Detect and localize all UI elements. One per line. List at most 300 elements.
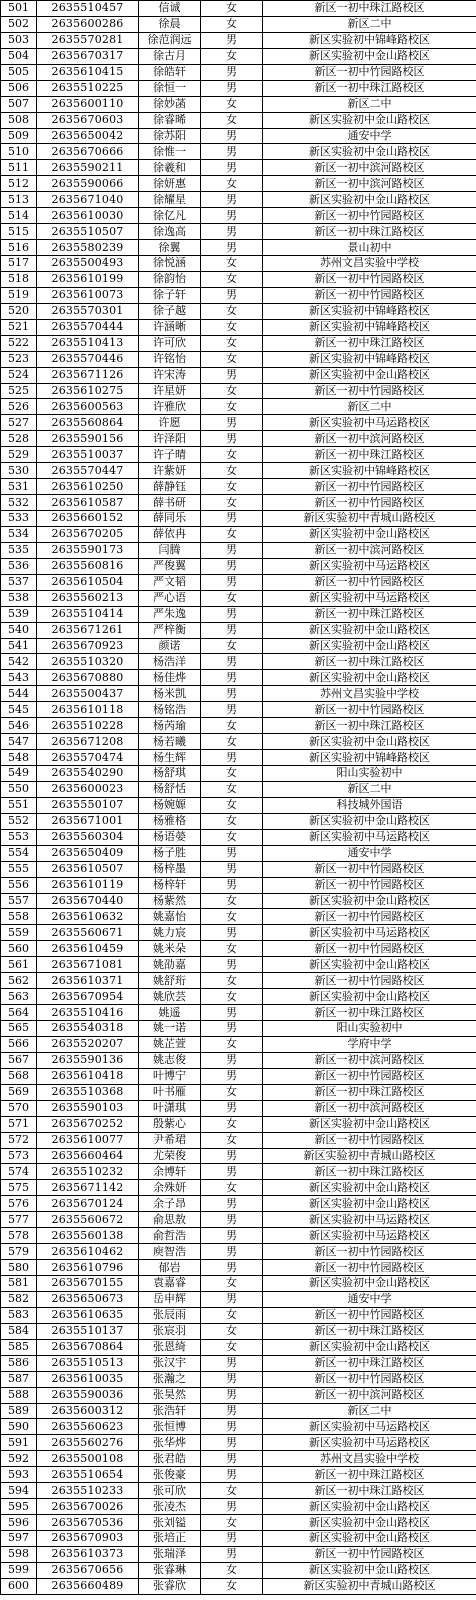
- exam-id: 2635510037: [37, 447, 139, 463]
- gender: 女: [201, 1116, 263, 1132]
- gender: 男: [201, 144, 263, 160]
- row-number: 549: [1, 766, 37, 782]
- table-row: [1, 1148, 476, 1164]
- student-name: 张华烨: [139, 1435, 201, 1451]
- row-number: 573: [1, 1148, 37, 1164]
- gender: 女: [201, 479, 263, 495]
- student-name: 张睿欣: [139, 1578, 201, 1594]
- table-row: [1, 1228, 476, 1244]
- table-row: [1, 558, 476, 574]
- row-number: 547: [1, 734, 37, 750]
- school-name: 新区二中: [263, 96, 476, 112]
- school-name: 新区实验初中青城山路校区: [263, 1148, 476, 1164]
- gender: 男: [201, 845, 263, 861]
- table-row: [1, 1435, 476, 1451]
- table-row: [1, 1021, 476, 1037]
- exam-id: 2635610275: [37, 383, 139, 399]
- gender: 男: [201, 415, 263, 431]
- student-name: 徐逸高: [139, 224, 201, 240]
- student-name: 叶潇琪: [139, 1100, 201, 1116]
- row-number: 529: [1, 447, 37, 463]
- row-number: 568: [1, 1068, 37, 1084]
- row-number: 558: [1, 909, 37, 925]
- exam-id: 2635510416: [37, 1005, 139, 1021]
- gender: 女: [201, 989, 263, 1005]
- exam-id: 2635670252: [37, 1116, 139, 1132]
- table-row: [1, 160, 476, 176]
- gender: 男: [201, 750, 263, 766]
- table-row: [1, 1052, 476, 1068]
- table-row: [1, 256, 476, 272]
- row-number: 591: [1, 1435, 37, 1451]
- student-name: 杨若曦: [139, 734, 201, 750]
- student-name: 叶书雁: [139, 1084, 201, 1100]
- exam-id: 2635510228: [37, 718, 139, 734]
- school-name: 景山初中: [263, 240, 476, 256]
- exam-id: 2635670666: [37, 144, 139, 160]
- school-name: 新区一初中竹园路校区: [263, 574, 476, 590]
- table-row: [1, 96, 476, 112]
- table-row: [1, 973, 476, 989]
- student-name: 姚劭嘉: [139, 957, 201, 973]
- table-row: [1, 447, 476, 463]
- row-number: 562: [1, 973, 37, 989]
- row-number: 590: [1, 1419, 37, 1435]
- exam-id: 2635600110: [37, 96, 139, 112]
- row-number: 517: [1, 256, 37, 272]
- row-number: 545: [1, 702, 37, 718]
- table-row: [1, 829, 476, 845]
- row-number: 538: [1, 590, 37, 606]
- exam-id: 2635610035: [37, 1371, 139, 1387]
- school-name: 新区一初中竹园路校区: [263, 287, 476, 303]
- table-row: [1, 670, 476, 686]
- school-name: 新区一初中珠江路校区: [263, 606, 476, 622]
- school-name: 新区实验初中金山路校区: [263, 638, 476, 654]
- table-row: [1, 909, 476, 925]
- school-name: 新区实验初中马运路校区: [263, 415, 476, 431]
- student-name: 许涵晰: [139, 319, 201, 335]
- school-name: 新区一初中滨河路校区: [263, 431, 476, 447]
- exam-id: 2635610796: [37, 1260, 139, 1276]
- gender: 女: [201, 1036, 263, 1052]
- school-name: 新区一初中竹园路校区: [263, 495, 476, 511]
- student-name: 殷紫心: [139, 1116, 201, 1132]
- school-name: 新区实验初中马运路校区: [263, 1435, 476, 1451]
- gender: 女: [201, 176, 263, 192]
- row-number: 524: [1, 367, 37, 383]
- gender: 男: [201, 287, 263, 303]
- exam-id: 2635670864: [37, 1339, 139, 1355]
- student-name: 徐范润远: [139, 32, 201, 48]
- student-name: 尹希珺: [139, 1132, 201, 1148]
- table-row: [1, 1100, 476, 1116]
- row-number: 598: [1, 1546, 37, 1562]
- row-number: 527: [1, 415, 37, 431]
- gender: 女: [201, 399, 263, 415]
- school-name: 新区实验初中金山路校区: [263, 893, 476, 909]
- table-row: [1, 1403, 476, 1419]
- row-number: 535: [1, 542, 37, 558]
- school-name: 新区一初中珠江路校区: [263, 224, 476, 240]
- exam-id: 2635650673: [37, 1291, 139, 1307]
- row-number: 583: [1, 1307, 37, 1323]
- student-name: 张凌杰: [139, 1499, 201, 1515]
- exam-id: 2635610373: [37, 1546, 139, 1562]
- student-name: 杨佳烨: [139, 670, 201, 686]
- gender: 女: [201, 1323, 263, 1339]
- row-number: 506: [1, 80, 37, 96]
- row-number: 555: [1, 861, 37, 877]
- school-name: 新区二中: [263, 16, 476, 32]
- exam-id: 2635660464: [37, 1148, 139, 1164]
- exam-id: 2635671040: [37, 192, 139, 208]
- student-name: 俞哲浩: [139, 1228, 201, 1244]
- exam-id: 2635560816: [37, 558, 139, 574]
- school-name: 新区实验初中金山路校区: [263, 1180, 476, 1196]
- student-name: 许子晴: [139, 447, 201, 463]
- exam-id: 2635610250: [37, 479, 139, 495]
- row-number: 528: [1, 431, 37, 447]
- gender: 男: [201, 1196, 263, 1212]
- school-name: 新区实验初中金山路校区: [263, 48, 476, 64]
- school-name: 新区实验初中金山路校区: [263, 1499, 476, 1515]
- gender: 男: [201, 1228, 263, 1244]
- gender: 女: [201, 781, 263, 797]
- school-name: 新区实验初中马运路校区: [263, 590, 476, 606]
- gender: 男: [201, 1403, 263, 1419]
- school-name: 新区一初中珠江路校区: [263, 654, 476, 670]
- gender: 男: [201, 606, 263, 622]
- school-name: 新区一初中珠江路校区: [263, 1084, 476, 1100]
- table-row: [1, 1578, 476, 1594]
- table-row: [1, 1196, 476, 1212]
- school-name: 新区一初中珠江路校区: [263, 447, 476, 463]
- exam-id: 2635540290: [37, 766, 139, 782]
- student-name: 庾智浩: [139, 1244, 201, 1260]
- exam-id: 2635600563: [37, 399, 139, 415]
- exam-id: 2635671126: [37, 367, 139, 383]
- table-row: [1, 1531, 476, 1547]
- exam-id: 2635610418: [37, 1068, 139, 1084]
- student-name: 姚舒珩: [139, 973, 201, 989]
- table-row: [1, 1483, 476, 1499]
- row-number: 566: [1, 1036, 37, 1052]
- gender: 男: [201, 670, 263, 686]
- row-number: 552: [1, 813, 37, 829]
- exam-id: 2635610199: [37, 271, 139, 287]
- exam-id: 2635590211: [37, 160, 139, 176]
- school-name: 新区实验初中金山路校区: [263, 526, 476, 542]
- table-row: [1, 1036, 476, 1052]
- table-row: [1, 781, 476, 797]
- row-number: 515: [1, 224, 37, 240]
- school-name: 新区实验初中金山路校区: [263, 1116, 476, 1132]
- gender: 男: [201, 1371, 263, 1387]
- gender: 男: [201, 542, 263, 558]
- student-name: 徐悦涵: [139, 256, 201, 272]
- table-row: [1, 1260, 476, 1276]
- table-row: [1, 479, 476, 495]
- table-row: [1, 176, 476, 192]
- table-row: [1, 989, 476, 1005]
- row-number: 531: [1, 479, 37, 495]
- exam-id: 2635560864: [37, 415, 139, 431]
- exam-id: 2635560138: [37, 1228, 139, 1244]
- exam-id: 2635671261: [37, 622, 139, 638]
- exam-id: 2635540318: [37, 1021, 139, 1037]
- school-name: 新区二中: [263, 781, 476, 797]
- student-name: 严梓衡: [139, 622, 201, 638]
- school-name: 新区实验初中马运路校区: [263, 925, 476, 941]
- school-name: 新区一初中珠江路校区: [263, 718, 476, 734]
- school-name: 新区实验初中金山路校区: [263, 734, 476, 750]
- student-name: 徐羲和: [139, 160, 201, 176]
- exam-id: 2635510137: [37, 1323, 139, 1339]
- table-row: [1, 861, 476, 877]
- exam-id: 2635590066: [37, 176, 139, 192]
- exam-id: 2635650409: [37, 845, 139, 861]
- row-number: 533: [1, 511, 37, 527]
- student-name: 徐妍惠: [139, 176, 201, 192]
- gender: 男: [201, 1291, 263, 1307]
- table-row: [1, 877, 476, 893]
- row-number: 543: [1, 670, 37, 686]
- exam-id: 2635510413: [37, 335, 139, 351]
- school-name: 新区一初中珠江路校区: [263, 1323, 476, 1339]
- gender: 男: [201, 1244, 263, 1260]
- student-name: 张瀚之: [139, 1371, 201, 1387]
- gender: 女: [201, 112, 263, 128]
- row-number: 565: [1, 1021, 37, 1037]
- exam-id: 2635671081: [37, 957, 139, 973]
- table-row: [1, 303, 476, 319]
- gender: 男: [201, 1355, 263, 1371]
- school-name: 新区一初中滨河路校区: [263, 176, 476, 192]
- student-name: 杨生辉: [139, 750, 201, 766]
- table-row: [1, 112, 476, 128]
- gender: 男: [201, 1451, 263, 1467]
- student-name: 徐晨: [139, 16, 201, 32]
- row-number: 539: [1, 606, 37, 622]
- exam-id: 2635560623: [37, 1419, 139, 1435]
- gender: 女: [201, 797, 263, 813]
- exam-id: 2635570281: [37, 32, 139, 48]
- exam-id: 2635500493: [37, 256, 139, 272]
- school-name: 新区实验初中马运路校区: [263, 1419, 476, 1435]
- gender: 男: [201, 208, 263, 224]
- school-name: 苏州文昌实验中学校: [263, 1451, 476, 1467]
- gender: 男: [201, 32, 263, 48]
- row-number: 546: [1, 718, 37, 734]
- student-name: 许泽阳: [139, 431, 201, 447]
- gender: 女: [201, 319, 263, 335]
- exam-id: 2635670026: [37, 1499, 139, 1515]
- student-name: 郁岩: [139, 1260, 201, 1276]
- row-number: 563: [1, 989, 37, 1005]
- student-name: 张瑞泽: [139, 1546, 201, 1562]
- table-row: [1, 1084, 476, 1100]
- student-name: 余殊妍: [139, 1180, 201, 1196]
- school-name: 新区一初中竹园路校区: [263, 479, 476, 495]
- exam-id: 2635510513: [37, 1355, 139, 1371]
- exam-id: 2635670903: [37, 1531, 139, 1547]
- exam-id: 2635550107: [37, 797, 139, 813]
- exam-id: 2635610507: [37, 861, 139, 877]
- row-number: 589: [1, 1403, 37, 1419]
- gender: 男: [201, 1005, 263, 1021]
- gender: 男: [201, 224, 263, 240]
- school-name: 新区实验初中金山路校区: [263, 1339, 476, 1355]
- row-number: 581: [1, 1276, 37, 1292]
- student-name: 薛依冉: [139, 526, 201, 542]
- student-name: 杨雅格: [139, 813, 201, 829]
- row-number: 597: [1, 1531, 37, 1547]
- exam-id: 2635510225: [37, 80, 139, 96]
- row-number: 571: [1, 1116, 37, 1132]
- gender: 女: [201, 766, 263, 782]
- school-name: 新区一初中珠江路校区: [263, 1, 476, 17]
- table-row: [1, 16, 476, 32]
- row-number: 514: [1, 208, 37, 224]
- gender: 女: [201, 590, 263, 606]
- student-name: 严心语: [139, 590, 201, 606]
- student-name: 姚嘉怡: [139, 909, 201, 925]
- row-number: 557: [1, 893, 37, 909]
- student-name: 杨梓墨: [139, 861, 201, 877]
- row-number: 554: [1, 845, 37, 861]
- row-number: 594: [1, 1483, 37, 1499]
- gender: 男: [201, 192, 263, 208]
- row-number: 503: [1, 32, 37, 48]
- gender: 女: [201, 303, 263, 319]
- student-name: 姚欣芸: [139, 989, 201, 1005]
- student-name: 张俊豪: [139, 1467, 201, 1483]
- exam-id: 2635560304: [37, 829, 139, 845]
- exam-id: 2635580239: [37, 240, 139, 256]
- student-name: 徐韵怡: [139, 271, 201, 287]
- gender: 男: [201, 431, 263, 447]
- school-name: 新区一初中竹园路校区: [263, 1132, 476, 1148]
- exam-id: 2635610587: [37, 495, 139, 511]
- school-name: 新区一初中滨河路校区: [263, 160, 476, 176]
- table-row: [1, 224, 476, 240]
- school-name: 新区实验初中锦峰路校区: [263, 351, 476, 367]
- school-name: 新区实验初中金山路校区: [263, 1531, 476, 1547]
- row-number: 523: [1, 351, 37, 367]
- school-name: 新区实验初中金山路校区: [263, 1276, 476, 1292]
- exam-id: 2635670536: [37, 1515, 139, 1531]
- exam-id: 2635510320: [37, 654, 139, 670]
- student-name: 许星妍: [139, 383, 201, 399]
- table-row: [1, 1164, 476, 1180]
- gender: 女: [201, 1562, 263, 1578]
- row-number: 534: [1, 526, 37, 542]
- table-row: [1, 845, 476, 861]
- table-row: [1, 1355, 476, 1371]
- gender: 男: [201, 1531, 263, 1547]
- gender: 女: [201, 829, 263, 845]
- school-name: 新区一初中珠江路校区: [263, 335, 476, 351]
- gender: 女: [201, 1132, 263, 1148]
- student-name: 张可欣: [139, 1483, 201, 1499]
- school-name: 新区实验初中锦峰路校区: [263, 32, 476, 48]
- row-number: 569: [1, 1084, 37, 1100]
- gender: 男: [201, 240, 263, 256]
- table-row: [1, 750, 476, 766]
- table-row: [1, 893, 476, 909]
- student-name: 杨芮瑜: [139, 718, 201, 734]
- school-name: 新区实验初中金山路校区: [263, 670, 476, 686]
- gender: 女: [201, 96, 263, 112]
- student-name: 张君皓: [139, 1451, 201, 1467]
- exam-id: 2635510414: [37, 606, 139, 622]
- student-name: 杨梓轩: [139, 877, 201, 893]
- school-name: 新区一初中竹园路校区: [263, 941, 476, 957]
- row-number: 513: [1, 192, 37, 208]
- gender: 女: [201, 271, 263, 287]
- row-number: 567: [1, 1052, 37, 1068]
- gender: 男: [201, 1021, 263, 1037]
- row-number: 561: [1, 957, 37, 973]
- student-name: 杨婉嫄: [139, 797, 201, 813]
- school-name: 新区一初中竹园路校区: [263, 271, 476, 287]
- table-row: [1, 1244, 476, 1260]
- exam-id: 2635510233: [37, 1483, 139, 1499]
- student-name: 叶博宁: [139, 1068, 201, 1084]
- school-name: 新区实验初中青城山路校区: [263, 511, 476, 527]
- student-name: 许愿: [139, 415, 201, 431]
- gender: 女: [201, 526, 263, 542]
- table-row: [1, 925, 476, 941]
- exam-id: 2635600312: [37, 1403, 139, 1419]
- school-name: 新区实验初中马运路校区: [263, 829, 476, 845]
- gender: 男: [201, 160, 263, 176]
- gender: 男: [201, 1148, 263, 1164]
- exam-id: 2635610077: [37, 1132, 139, 1148]
- row-number: 575: [1, 1180, 37, 1196]
- table-row: [1, 1276, 476, 1292]
- student-name: 余子昂: [139, 1196, 201, 1212]
- row-number: 585: [1, 1339, 37, 1355]
- gender: 男: [201, 574, 263, 590]
- gender: 女: [201, 813, 263, 829]
- exam-id: 2635520207: [37, 1036, 139, 1052]
- row-number: 516: [1, 240, 37, 256]
- row-number: 595: [1, 1499, 37, 1515]
- gender: 男: [201, 80, 263, 96]
- exam-id: 2635610632: [37, 909, 139, 925]
- school-name: 新区实验初中锦峰路校区: [263, 463, 476, 479]
- table-row: [1, 351, 476, 367]
- row-number: 519: [1, 287, 37, 303]
- row-number: 512: [1, 176, 37, 192]
- exam-id: 2635560213: [37, 590, 139, 606]
- row-number: 593: [1, 1467, 37, 1483]
- table-row: [1, 941, 476, 957]
- student-name: 张睿琳: [139, 1562, 201, 1578]
- exam-id: 2635560672: [37, 1212, 139, 1228]
- student-name: 徐子越: [139, 303, 201, 319]
- table-row: [1, 287, 476, 303]
- student-name: 杨语嫈: [139, 829, 201, 845]
- student-name: 信诚: [139, 1, 201, 17]
- student-name: 徐恒一: [139, 80, 201, 96]
- table-row: [1, 654, 476, 670]
- school-name: 新区实验初中金山路校区: [263, 622, 476, 638]
- student-name: 严朱逸: [139, 606, 201, 622]
- student-name: 岳申辉: [139, 1291, 201, 1307]
